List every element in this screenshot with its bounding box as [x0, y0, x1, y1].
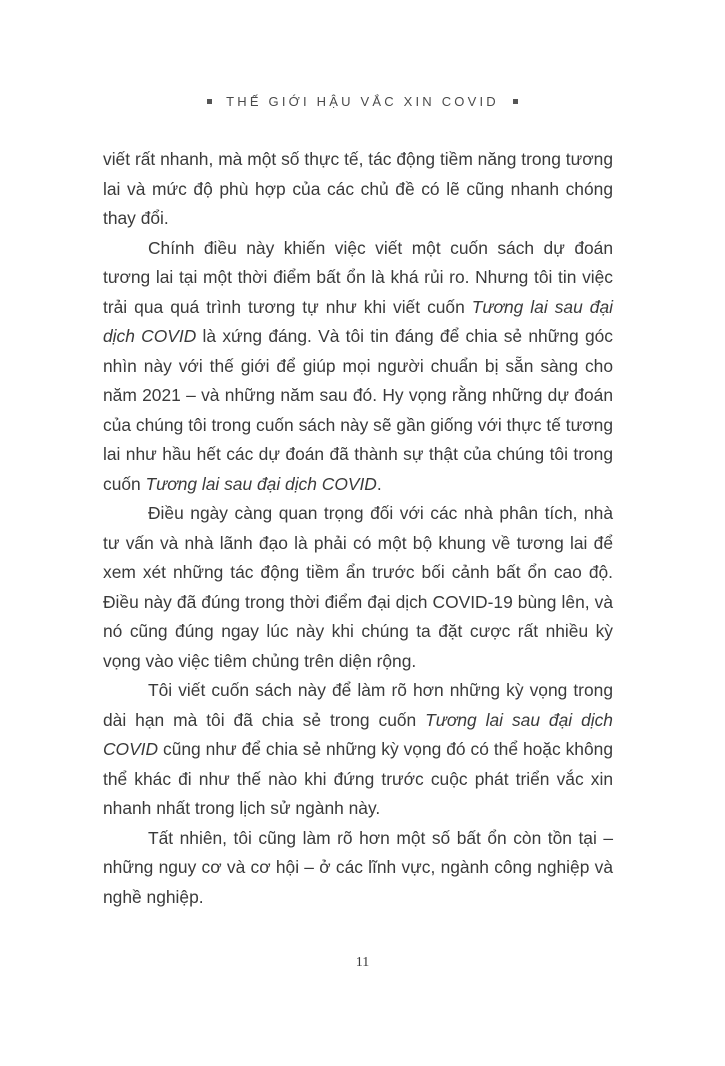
page-number: 11: [355, 955, 370, 970]
text-segment: viết rất nhanh, mà một số thực tế, tác động tiềm năng trong tương lai và mức độ phù hợp của các chủ đề có lẽ cũng nhanh chóng thay đổi.: [103, 149, 613, 228]
book-title-italic: Tương lai sau đại dịch COVID: [103, 296, 613, 346]
header-bullet-left: [207, 99, 212, 104]
paragraph-1: [103, 234, 613, 500]
body-text: [103, 145, 613, 912]
paragraph-0: [103, 145, 613, 234]
text-segment: Tôi viết cuốn sách này để làm rõ hơn những kỳ vọng trong dài hạn mà tôi đã chia sẻ trong cuốn: [103, 680, 613, 730]
text-segment: .: [376, 473, 382, 494]
text-segment: cũng như để chia sẻ những kỳ vọng đó có thể hoặc không thể khác đi như thế nào khi đứng trước cuộc phát triển vắc xin nhanh nhất trong lịch sử ngành này.: [103, 739, 613, 818]
book-title-italic: Tương lai sau đại dịch COVID: [145, 473, 377, 494]
text-segment: Điều ngày càng quan trọng đối với các nhà phân tích, nhà tư vấn và nhà lãnh đạo là phải có một bộ khung về tương lai để xem xét những tác động tiềm ẩn trước bối cảnh bất ổn cao độ. Điều này đã đúng trong thời điểm đại dịch COVID-19 bùng lên, và nó cũng đúng ngay lúc này khi chúng ta đặt cược rất nhiều kỳ vọng vào việc tiêm chủng trên diện rộng.: [103, 503, 613, 671]
book-title-italic: Tương lai sau đại dịch COVID: [103, 709, 613, 759]
text-segment: Tất nhiên, tôi cũng làm rõ hơn một số bất ổn còn tồn tại – những nguy cơ và cơ hội – ở các lĩnh vực, ngành công nghiệp và nghề nghiệp.: [103, 827, 613, 907]
paragraph-2: [103, 499, 613, 676]
running-header: [0, 92, 725, 112]
text-segment: là xứng đáng. Và tôi tin đáng để chia sẻ những góc nhìn này với thế giới để giúp mọi người chuẩn bị sẵn sàng cho năm 2021 – và những năm sau đó. Hy vọng rằng những dự đoán của chúng tôi trong cuốn sách này sẽ gần giống với thực tế tương lai như hầu hết các dự đoán đã thành sự thật của chúng tôi trong cuốn: [103, 326, 614, 494]
text-segment: Chính điều này khiến việc viết một cuốn sách dự đoán tương lai tại một thời điểm bất ổn là khá rủi ro. Nhưng tôi tin việc trải qua quá trình tương tự như khi viết cuốn: [103, 237, 613, 317]
running-title: THẾ GIỚI HẬU VẮC XIN COVID: [226, 94, 499, 109]
paragraph-4: [103, 824, 613, 913]
paragraph-3: [103, 676, 613, 824]
header-bullet-right: [513, 99, 518, 104]
